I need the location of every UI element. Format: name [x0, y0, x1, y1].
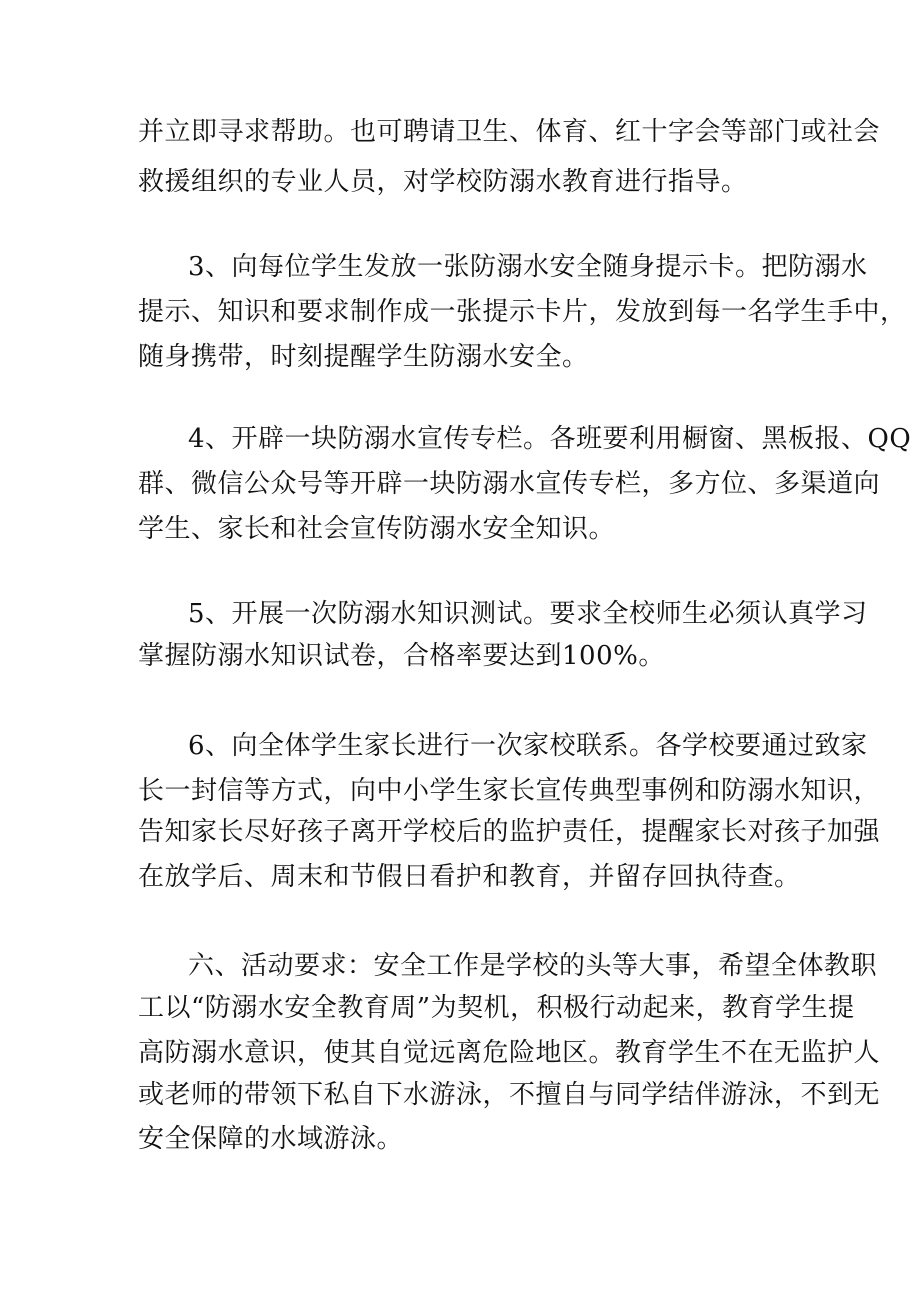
- text-line: 提示、知识和要求制作成一张提示卡片，发放到每一名学生手中，: [138, 297, 907, 327]
- text-line: 学生、家长和社会宣传防溺水安全知识。: [138, 514, 616, 544]
- text-line: 安全保障的水域游泳。: [138, 1124, 404, 1154]
- text-line: 5、开展一次防溺水知识测试。要求全校师生必须认真学习: [188, 599, 868, 629]
- text-line: 随身携带，时刻提醒学生防溺水安全。: [138, 342, 589, 372]
- text-line: 并立即寻求帮助。也可聘请卫生、体育、红十字会等部门或社会: [138, 117, 881, 147]
- text-line: 在放学后、周末和节假日看护和教育，并留存回执待查。: [138, 862, 801, 892]
- text-line: 长一封信等方式，向中小学生家长宣传典型事例和防溺水知识，: [138, 776, 881, 806]
- text-line: 群、微信公众号等开辟一块防溺水宣传专栏，多方位、多渠道向: [138, 469, 881, 499]
- text-line: 救援组织的专业人员，对学校防溺水教育进行指导。: [138, 167, 748, 197]
- text-line: 6、向全体学生家长进行一次家校联系。各学校要通过致家: [188, 731, 868, 761]
- text-line: 3、向每位学生发放一张防溺水安全随身提示卡。把防溺水: [188, 252, 868, 282]
- text-line: 高防溺水意识，使其自觉远离危险地区。教育学生不在无监护人: [138, 1038, 881, 1068]
- text-line: 工以“防溺水安全教育周”为契机，积极行动起来，教育学生提: [138, 993, 855, 1023]
- text-line: 掌握防溺水知识试卷，合格率要达到100%。: [138, 641, 665, 671]
- text-line: 4、开辟一块防溺水宣传专栏。各班要利用橱窗、黑板报、QQ: [188, 424, 912, 454]
- text-line: 告知家长尽好孩子离开学校后的监护责任，提醒家长对孩子加强: [138, 817, 881, 847]
- text-line: 或老师的带领下私自下水游泳，不擅自与同学结伴游泳，不到无: [138, 1080, 881, 1110]
- text-line: 六、活动要求：安全工作是学校的头等大事，希望全体教职: [188, 951, 878, 981]
